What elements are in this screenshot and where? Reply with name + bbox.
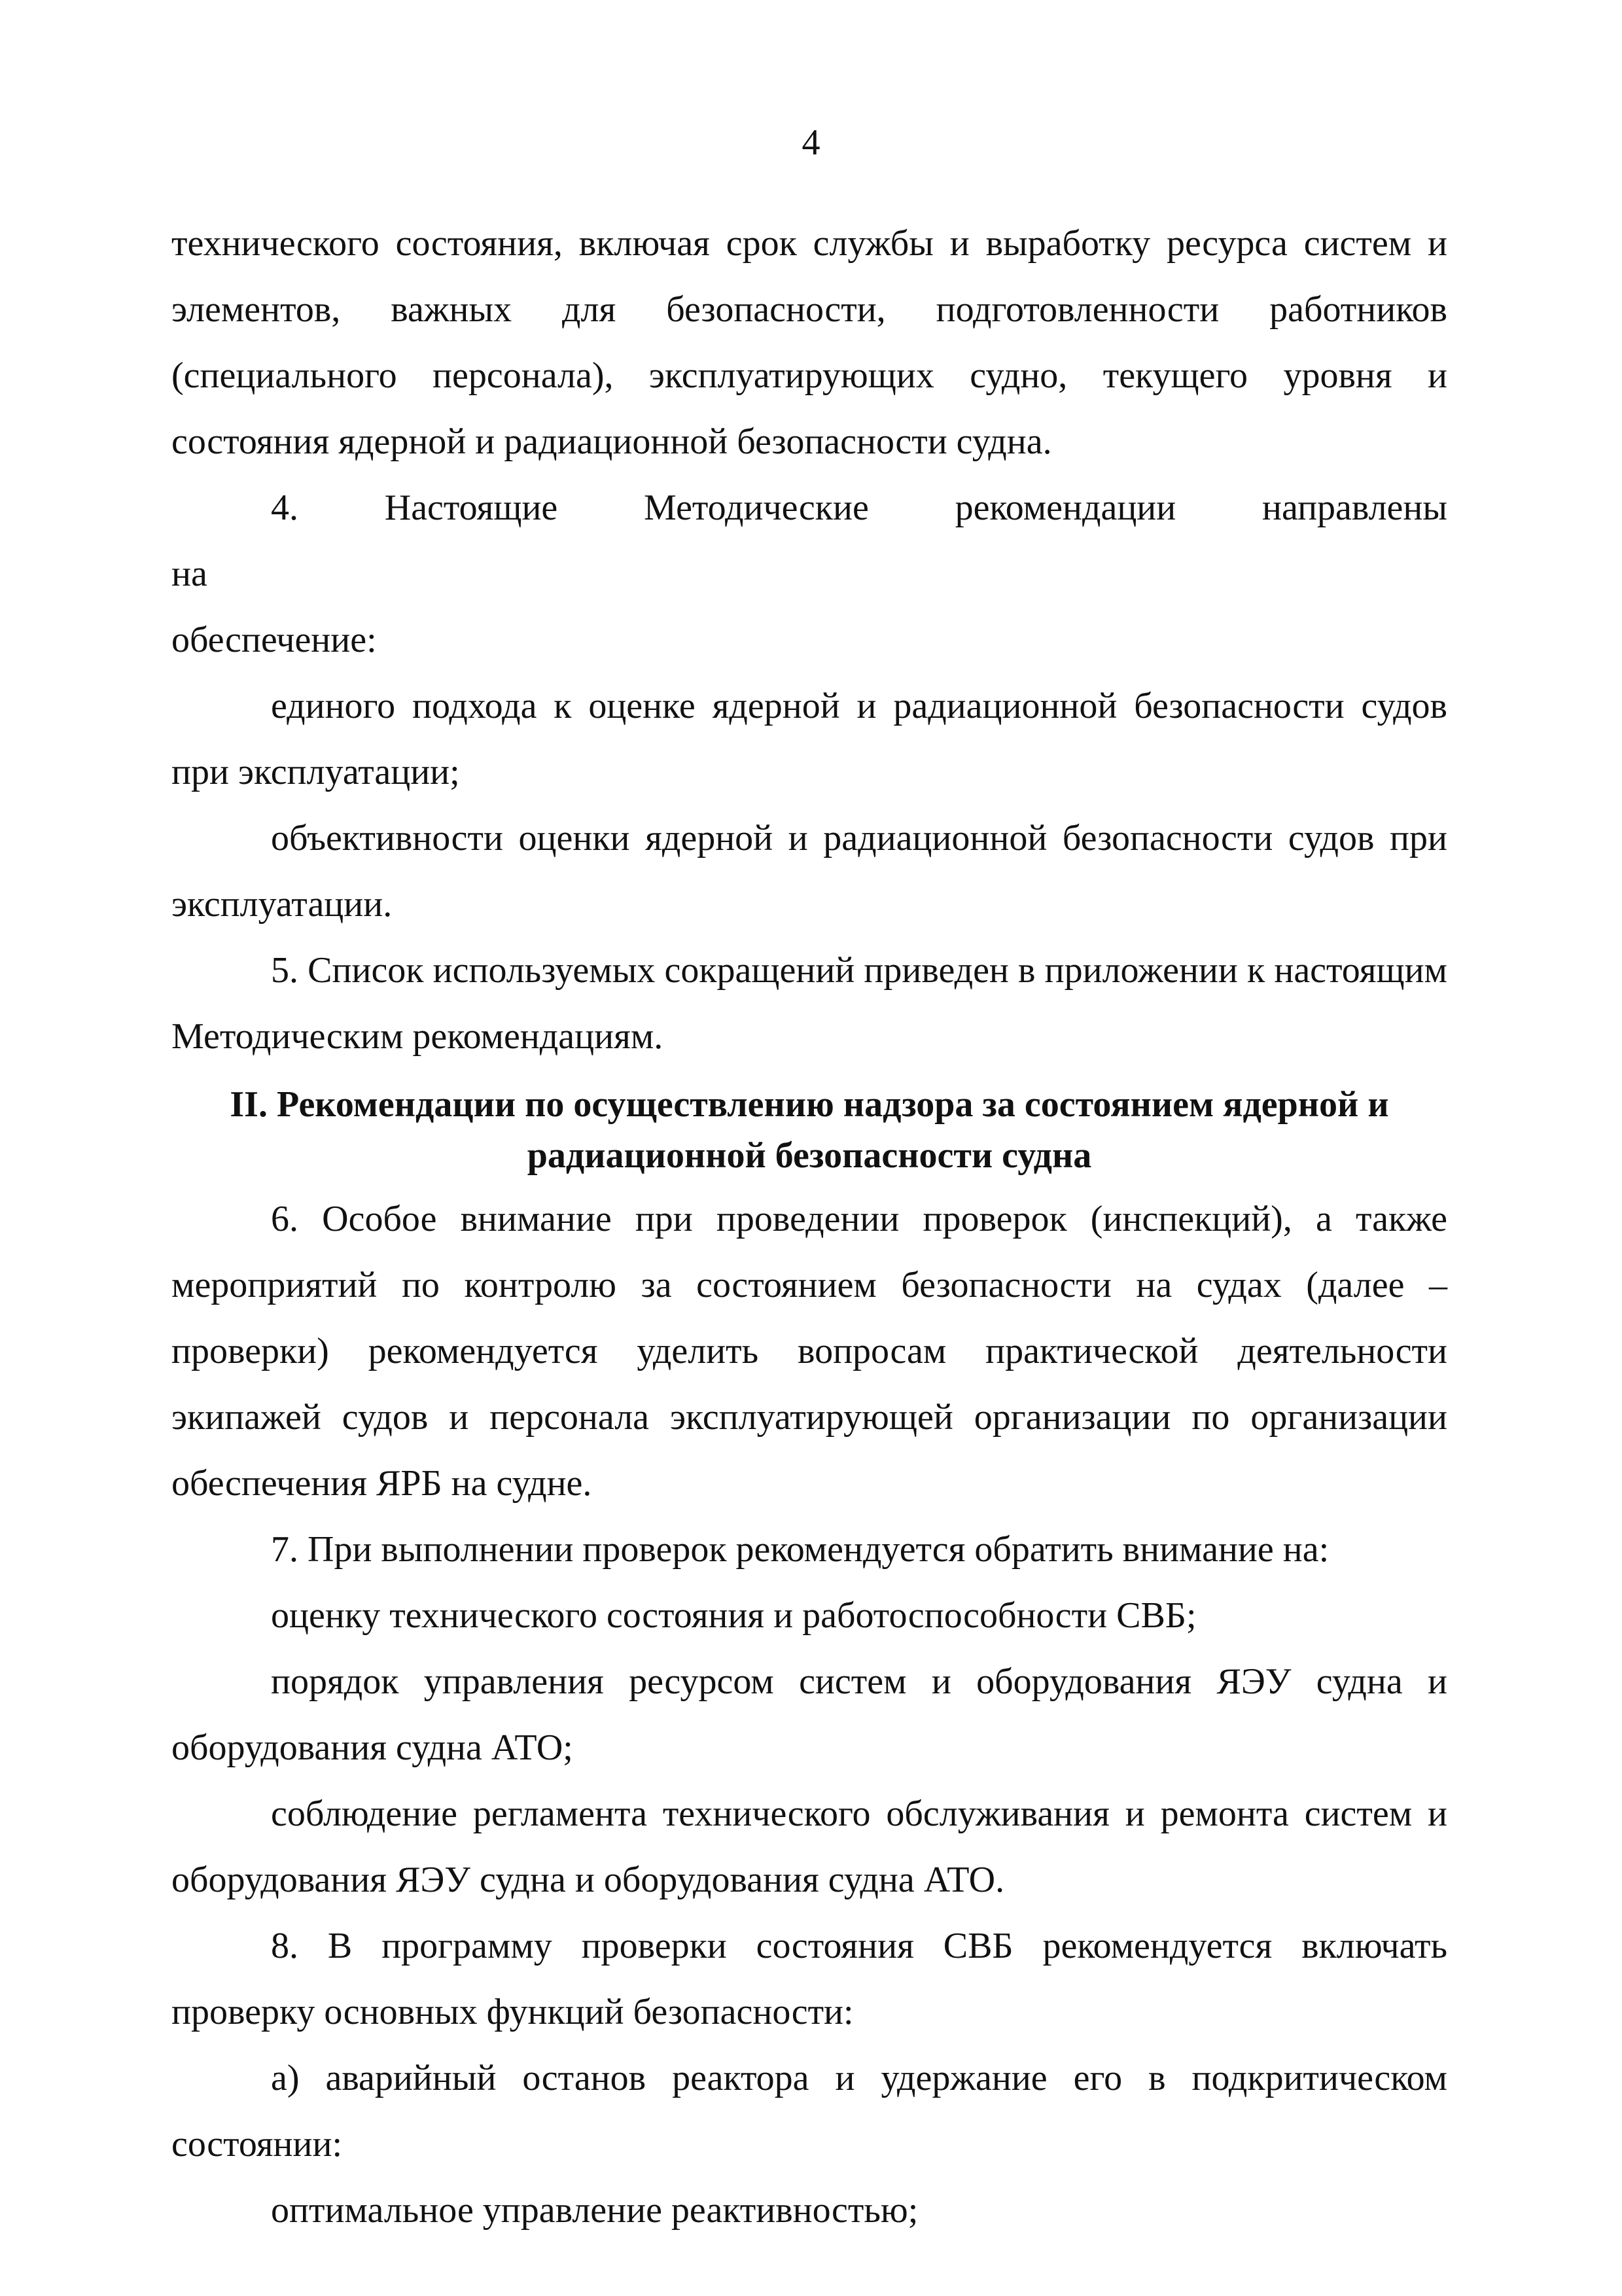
- paragraph-item-4-line1: 4. Настоящие Методические рекомендации направлены на: [171, 487, 1447, 594]
- page-number: 4: [802, 122, 820, 163]
- paragraph-tech-assessment: оценку технического состояния и работоспособности СВБ;: [271, 1595, 1197, 1636]
- section-heading-line1: II. Рекомендации по осуществлению надзора за состоянием ядерной и: [230, 1084, 1389, 1125]
- paragraph-continuation: технического состояния, включая срок службы и выработку ресурса систем и элементов, важных для безопасности, подготовленности работников (специального персонала), эксплуатирующих судно, текущего уровня и состояния ядерной и радиационной безопасности судна.: [171, 223, 1447, 462]
- section-heading: [171, 1079, 1447, 1181]
- paragraph-item-5: 5. Список используемых сокращений приведен в приложении к настоящим Методическим рекомендациям.: [171, 950, 1447, 1057]
- section-heading-line2: радиационной безопасности судна: [527, 1135, 1092, 1176]
- paragraph-resource-management: порядок управления ресурсом систем и оборудования ЯЭУ судна и оборудования судна АТО;: [171, 1661, 1447, 1768]
- paragraph-reactivity-control: оптимальное управление реактивностью;: [271, 2190, 919, 2231]
- paragraph-maintenance-regulation: соблюдение регламента технического обслуживания и ремонта систем и оборудования ЯЭУ судна и оборудования судна АТО.: [171, 1793, 1447, 1900]
- paragraph-unified-approach: единого подхода к оценке ядерной и радиационной безопасности судов при эксплуатации;: [171, 686, 1447, 792]
- paragraph-item-6: 6. Особое внимание при проведении проверок (инспекций), а также мероприятий по контролю за состоянием безопасности на судах (далее – проверки) рекомендуется уделить вопросам практической деятельности экипажей судов и персонала эксплуатирующей организации по организации обеспечения ЯРБ на судне.: [171, 1199, 1447, 1504]
- paragraph-item-4-line2: обеспечение:: [171, 620, 377, 660]
- paragraph-objectivity: объективности оценки ядерной и радиационной безопасности судов при эксплуатации.: [171, 818, 1447, 925]
- paragraph-item-7: 7. При выполнении проверок рекомендуется обратить внимание на:: [271, 1529, 1330, 1570]
- document-body: [171, 211, 1447, 2244]
- paragraph-item-8a: а) аварийный останов реактора и удержание его в подкритическом состоянии:: [171, 2058, 1447, 2164]
- paragraph-item-8: 8. В программу проверки состояния СВБ рекомендуется включать проверку основных функций безопасности:: [171, 1926, 1447, 2032]
